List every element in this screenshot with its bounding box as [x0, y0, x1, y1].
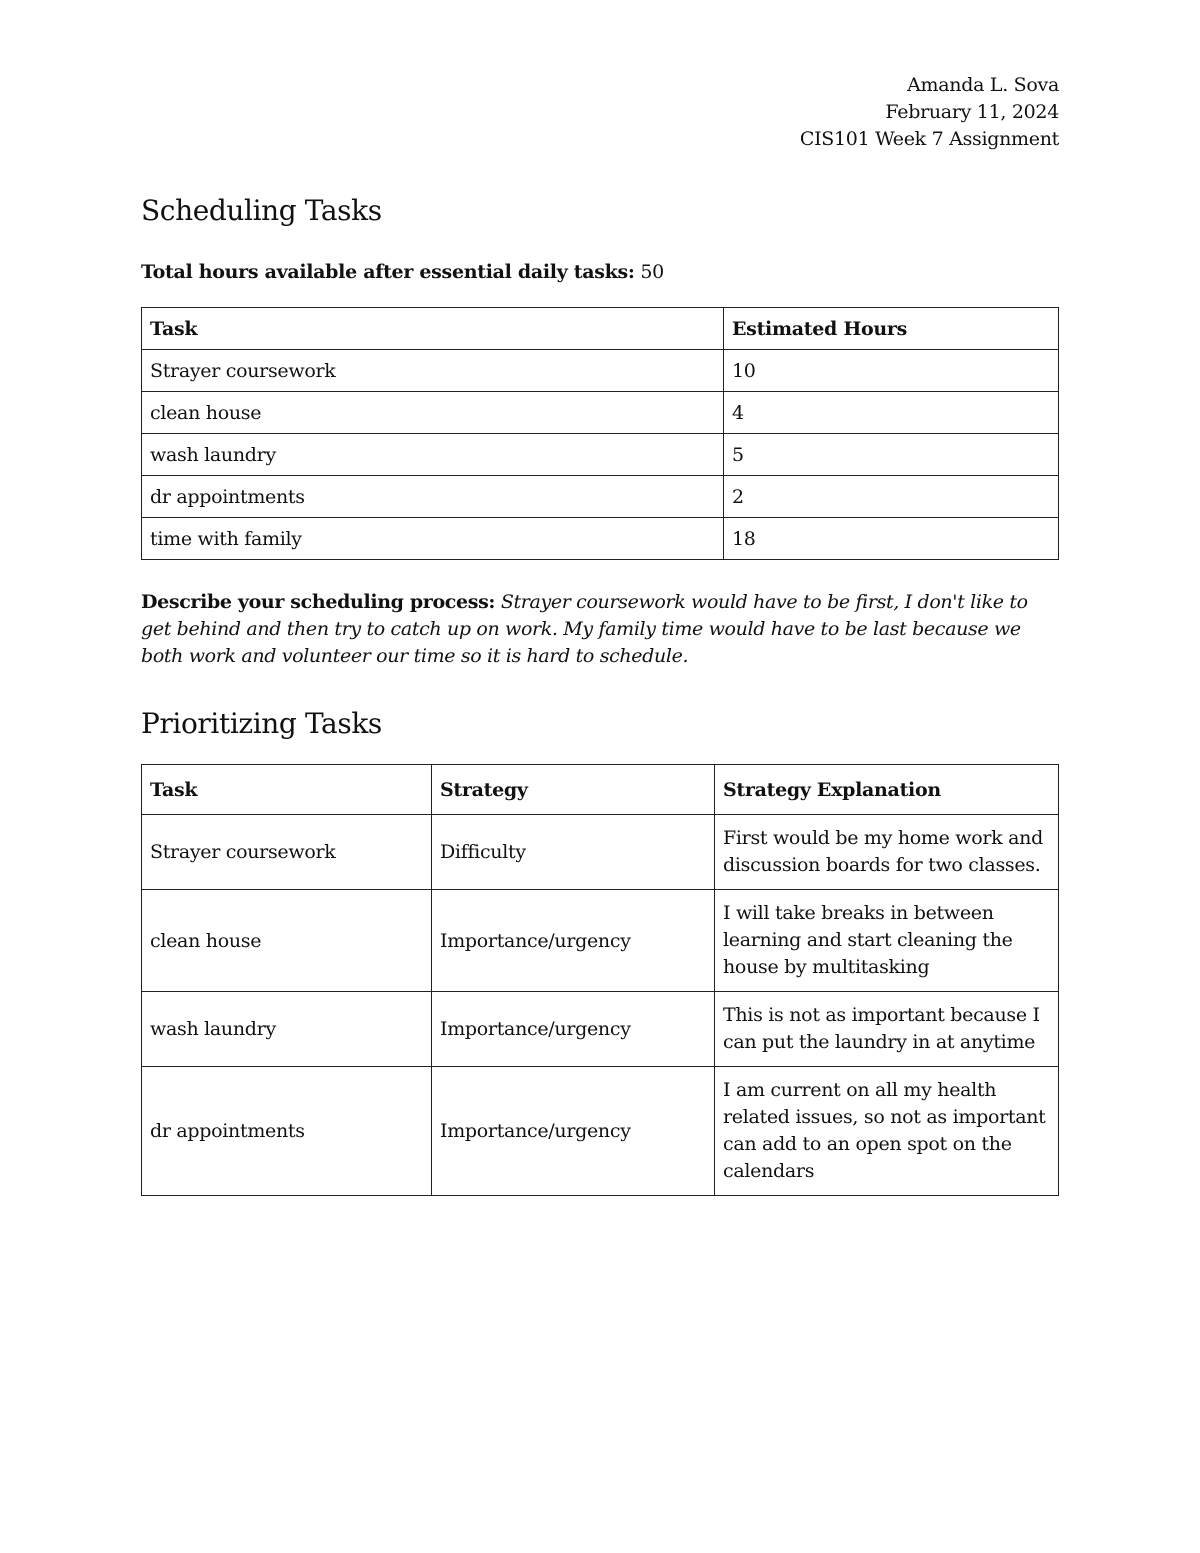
task-cell: clean house — [142, 392, 724, 434]
column-header-estimated-hours: Estimated Hours — [724, 308, 1059, 350]
column-header-task: Task — [142, 308, 724, 350]
column-header-task: Task — [142, 765, 432, 815]
hours-cell: 5 — [724, 434, 1059, 476]
total-hours-line — [141, 261, 1059, 283]
table-row — [142, 815, 1059, 890]
total-hours-value: 50 — [640, 261, 664, 283]
task-cell: dr appointments — [142, 476, 724, 518]
scheduling-heading: Scheduling Tasks — [141, 194, 382, 227]
table-row — [142, 992, 1059, 1067]
task-cell: wash laundry — [142, 992, 432, 1067]
explanation-cell: I will take breaks in between learning and start cleaning the house by multitasking — [715, 890, 1059, 992]
table-row — [142, 434, 1059, 476]
table-header-row — [142, 765, 1059, 815]
table-header-row — [142, 308, 1059, 350]
table-row — [142, 1067, 1059, 1196]
task-cell: Strayer coursework — [142, 350, 724, 392]
scheduling-process-text: Strayer coursework would have to be first, I don't like to get behind and then try to catch up on work. My family time would have to be last because we both work and volunteer our time so it is hard to schedule. — [141, 591, 1028, 667]
explanation-cell: I am current on all my health related issues, so not as important can add to an open spot on the calendars — [715, 1067, 1059, 1196]
task-cell: Strayer coursework — [142, 815, 432, 890]
document-page — [141, 72, 1059, 1196]
scheduling-process-paragraph — [141, 589, 1059, 670]
task-cell: dr appointments — [142, 1067, 432, 1196]
column-header-strategy-explanation: Strategy Explanation — [715, 765, 1059, 815]
task-cell: wash laundry — [142, 434, 724, 476]
hours-cell: 4 — [724, 392, 1059, 434]
hours-cell: 18 — [724, 518, 1059, 560]
explanation-cell: This is not as important because I can put the laundry in at anytime — [715, 992, 1059, 1067]
course-title: CIS101 Week 7 Assignment — [799, 128, 1059, 150]
task-cell: time with family — [142, 518, 724, 560]
hours-cell: 2 — [724, 476, 1059, 518]
table-row — [142, 350, 1059, 392]
document-date: February 11, 2024 — [885, 101, 1059, 123]
column-header-strategy: Strategy — [432, 765, 715, 815]
header-block — [141, 72, 1059, 153]
table-row — [142, 518, 1059, 560]
scheduling-process-label: Describe your scheduling process: — [141, 591, 496, 613]
prioritizing-table — [141, 764, 1059, 1196]
prioritizing-heading: Prioritizing Tasks — [141, 707, 382, 740]
table-row — [142, 890, 1059, 992]
task-cell: clean house — [142, 890, 432, 992]
scheduling-table — [141, 307, 1059, 560]
table-row — [142, 476, 1059, 518]
strategy-cell: Importance/urgency — [432, 890, 715, 992]
explanation-cell: First would be my home work and discussion boards for two classes. — [715, 815, 1059, 890]
strategy-cell: Importance/urgency — [432, 992, 715, 1067]
table-row — [142, 392, 1059, 434]
hours-cell: 10 — [724, 350, 1059, 392]
total-hours-label: Total hours available after essential daily tasks: — [141, 261, 635, 283]
strategy-cell: Importance/urgency — [432, 1067, 715, 1196]
author-name: Amanda L. Sova — [907, 74, 1059, 96]
strategy-cell: Difficulty — [432, 815, 715, 890]
